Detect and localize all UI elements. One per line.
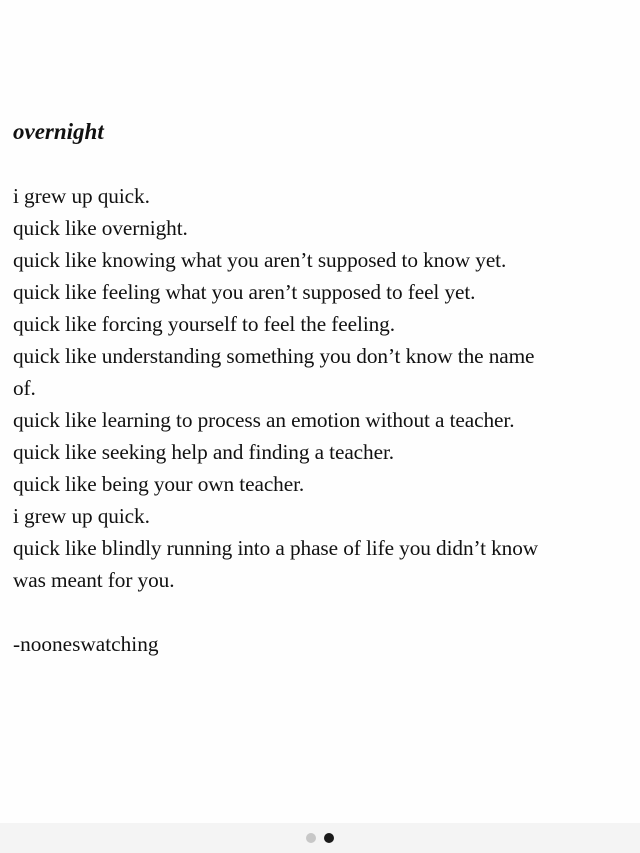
poem-line: quick like blindly running into a phase of life you didn’t know: [13, 536, 539, 560]
page-indicator: [0, 823, 640, 853]
poem: [13, 116, 633, 660]
poem-body: [13, 180, 633, 596]
poem-title: overnight: [13, 119, 104, 144]
page-dot-2-active[interactable]: [324, 833, 334, 843]
poem-line: quick like knowing what you aren’t supposed to know yet.: [13, 248, 507, 272]
poem-line: of.: [13, 376, 36, 400]
poem-line: quick like feeling what you aren’t supposed to feel yet.: [13, 280, 476, 304]
poem-line: quick like learning to process an emotion without a teacher.: [13, 408, 515, 432]
poem-line: quick like forcing yourself to feel the feeling.: [13, 312, 395, 336]
poem-line: i grew up quick.: [13, 184, 150, 208]
poem-line: quick like understanding something you don’t know the name: [13, 344, 535, 368]
poem-line: quick like overnight.: [13, 216, 188, 240]
poem-line: quick like being your own teacher.: [13, 472, 305, 496]
poem-line: was meant for you.: [13, 568, 175, 592]
poem-signature: -nooneswatching: [13, 632, 159, 656]
page-dot-1[interactable]: [306, 833, 316, 843]
poem-line: i grew up quick.: [13, 504, 150, 528]
poem-line: quick like seeking help and finding a teacher.: [13, 440, 394, 464]
